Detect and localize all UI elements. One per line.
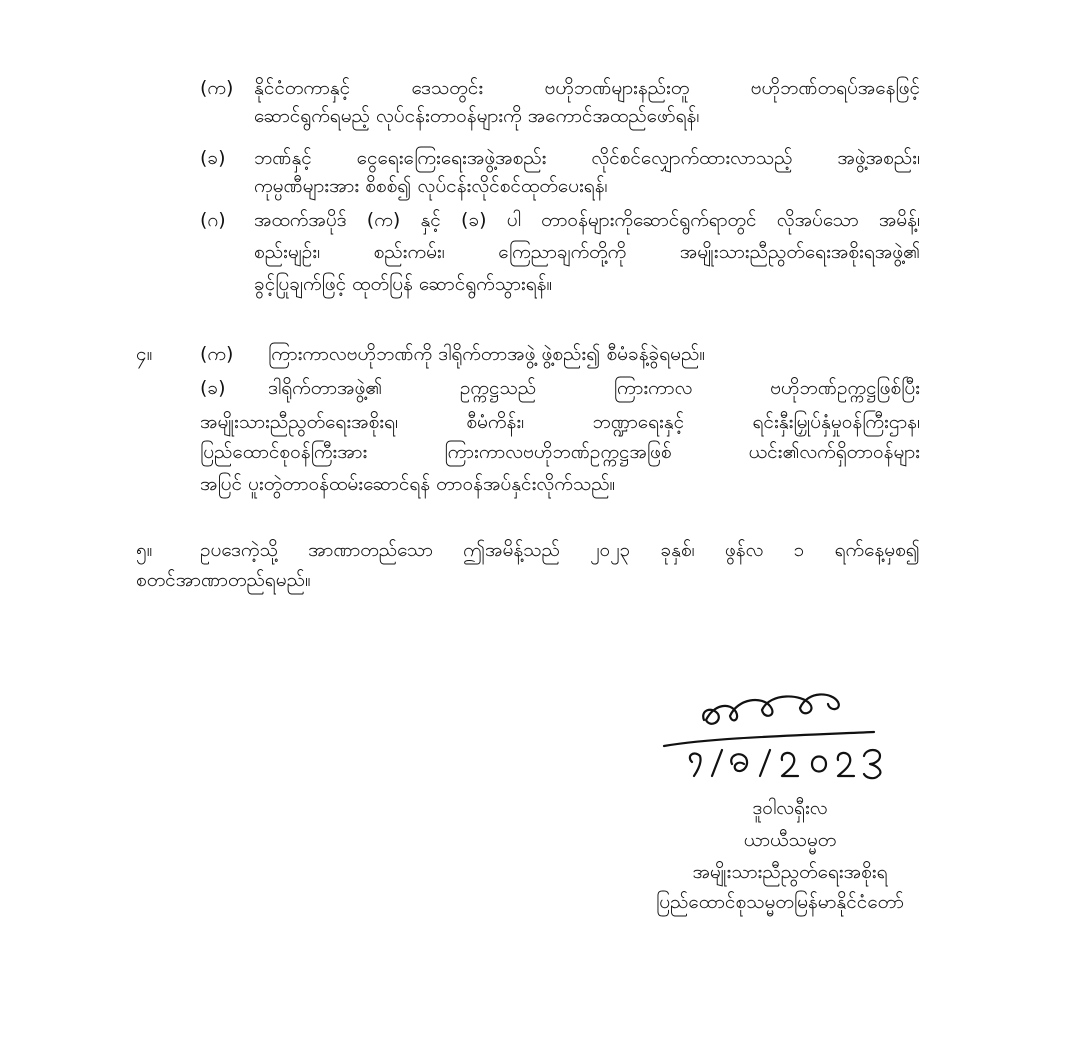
signatory-government: အမျိုးသားညီညွတ်ရေးအစိုးရ [692,861,888,883]
section-4-item-ka-text: ကြားကာလဗဟိုဘဏ်ကို ဒါရိုက်တာအဖွဲ့ ဖွဲ့စည်း၍ စီမံခန့်ခွဲရမည်။ [268,343,706,365]
section-5-line-1: ဥပဒေကဲ့သို့ အာဏာတည်သော ဤအမိန့်သည် ၂၀၂၃ ခုနှစ်၊ ဖွန်လ ၁ ရက်နေ့မှစ၍ [200,539,920,561]
section-4-item-kha-line-3: ပြည်ထောင်စုဝန်ကြီးအား ကြားကာလဗဟိုဘဏ်ဥက္ကဋ္ဌအဖြစ် ယင်း၏လက်ရှိတာဝန်များ [200,441,920,463]
signatory-country: ပြည်ထောင်စုသမ္မတမြန်မာနိုင်ငံတော် [656,891,904,913]
signatory-title: ယာယီသမ္မတ [743,829,837,851]
section-4-item-kha-line-2: အမျိုးသားညီညွတ်ရေးအစိုးရ၊ စီမံကိန်း၊ ဘဏ္ဍာရေးနှင့် ရင်းနှီးမြှုပ်နှံမှုဝန်ကြီးဌာန၊ [200,411,920,433]
item-marker-ka: (က) [200,77,234,99]
section-4-marker-kha: (ခ) [200,377,226,399]
item-marker-ga: (ဂ) [200,209,226,231]
item-ga-line-2: စည်းမျဉ်း၊ စည်းကမ်း၊ ကြေညာချက်တို့ကို အမျိုးသားညီညွတ်ရေးအစိုးရအဖွဲ့၏ [254,241,920,263]
section-4-item-kha-line-1: ဒါရိုက်တာအဖွဲ့၏ ဥက္ကဋ္ဌသည် ကြားကာလ ဗဟိုဘဏ်ဥက္ကဋ္ဌဖြစ်ပြီး [268,377,920,399]
section-4-marker-ka: (က) [200,343,234,365]
section-4-number: ၄။ [136,343,153,365]
item-ga-line-3: ခွင့်ပြုချက်ဖြင့် ထုတ်ပြန် ဆောင်ရွက်သွားရန်။ [254,273,553,295]
item-ga-line-1: အထက်အပိုဒ် (က) နှင့် (ခ) ပါ တာဝန်များကိုဆောင်ရွက်ရာတွင် လိုအပ်သော အမိန့်၊ [254,209,920,231]
item-ka-line-1: နိုင်ငံတကာနှင့် ဒေသတွင်း ဗဟိုဘဏ်များနည်းတူ ဗဟိုဘဏ်တရပ်အနေဖြင့် [254,77,920,99]
item-kha-line-2: ကုမ္ပဏီများအား စိစစ်၍ လုပ်ငန်းလိုင်စင်ထုတ်ပေးရန်၊ [254,175,608,197]
section-5-number: ၅။ [136,539,153,561]
item-ka-line-2: ဆောင်ရွက်ရမည့် လုပ်ငန်းတာဝန်များကို အကောင်အထည်ဖော်ရန်၊ [254,105,700,127]
item-kha-line-1: ဘဏ်နှင့် ငွေရေးကြေးရေးအဖွဲ့အစည်း လိုင်စင်လျှောက်ထားလာသည့် အဖွဲ့အစည်း၊ [254,147,920,169]
signatory-name: ဒူဝါလရှီးလ [752,797,828,819]
section-5-line-2: စတင်အာဏာတည်ရမည်။ [136,569,311,591]
section-4-item-kha-line-4: အပြင် ပူးတွဲတာဝန်ထမ်းဆောင်ရန် တာဝန်အပ်နှင်းလိုက်သည်။ [200,473,616,495]
item-marker-kha: (ခ) [200,147,226,169]
handwritten-signature [652,680,922,785]
